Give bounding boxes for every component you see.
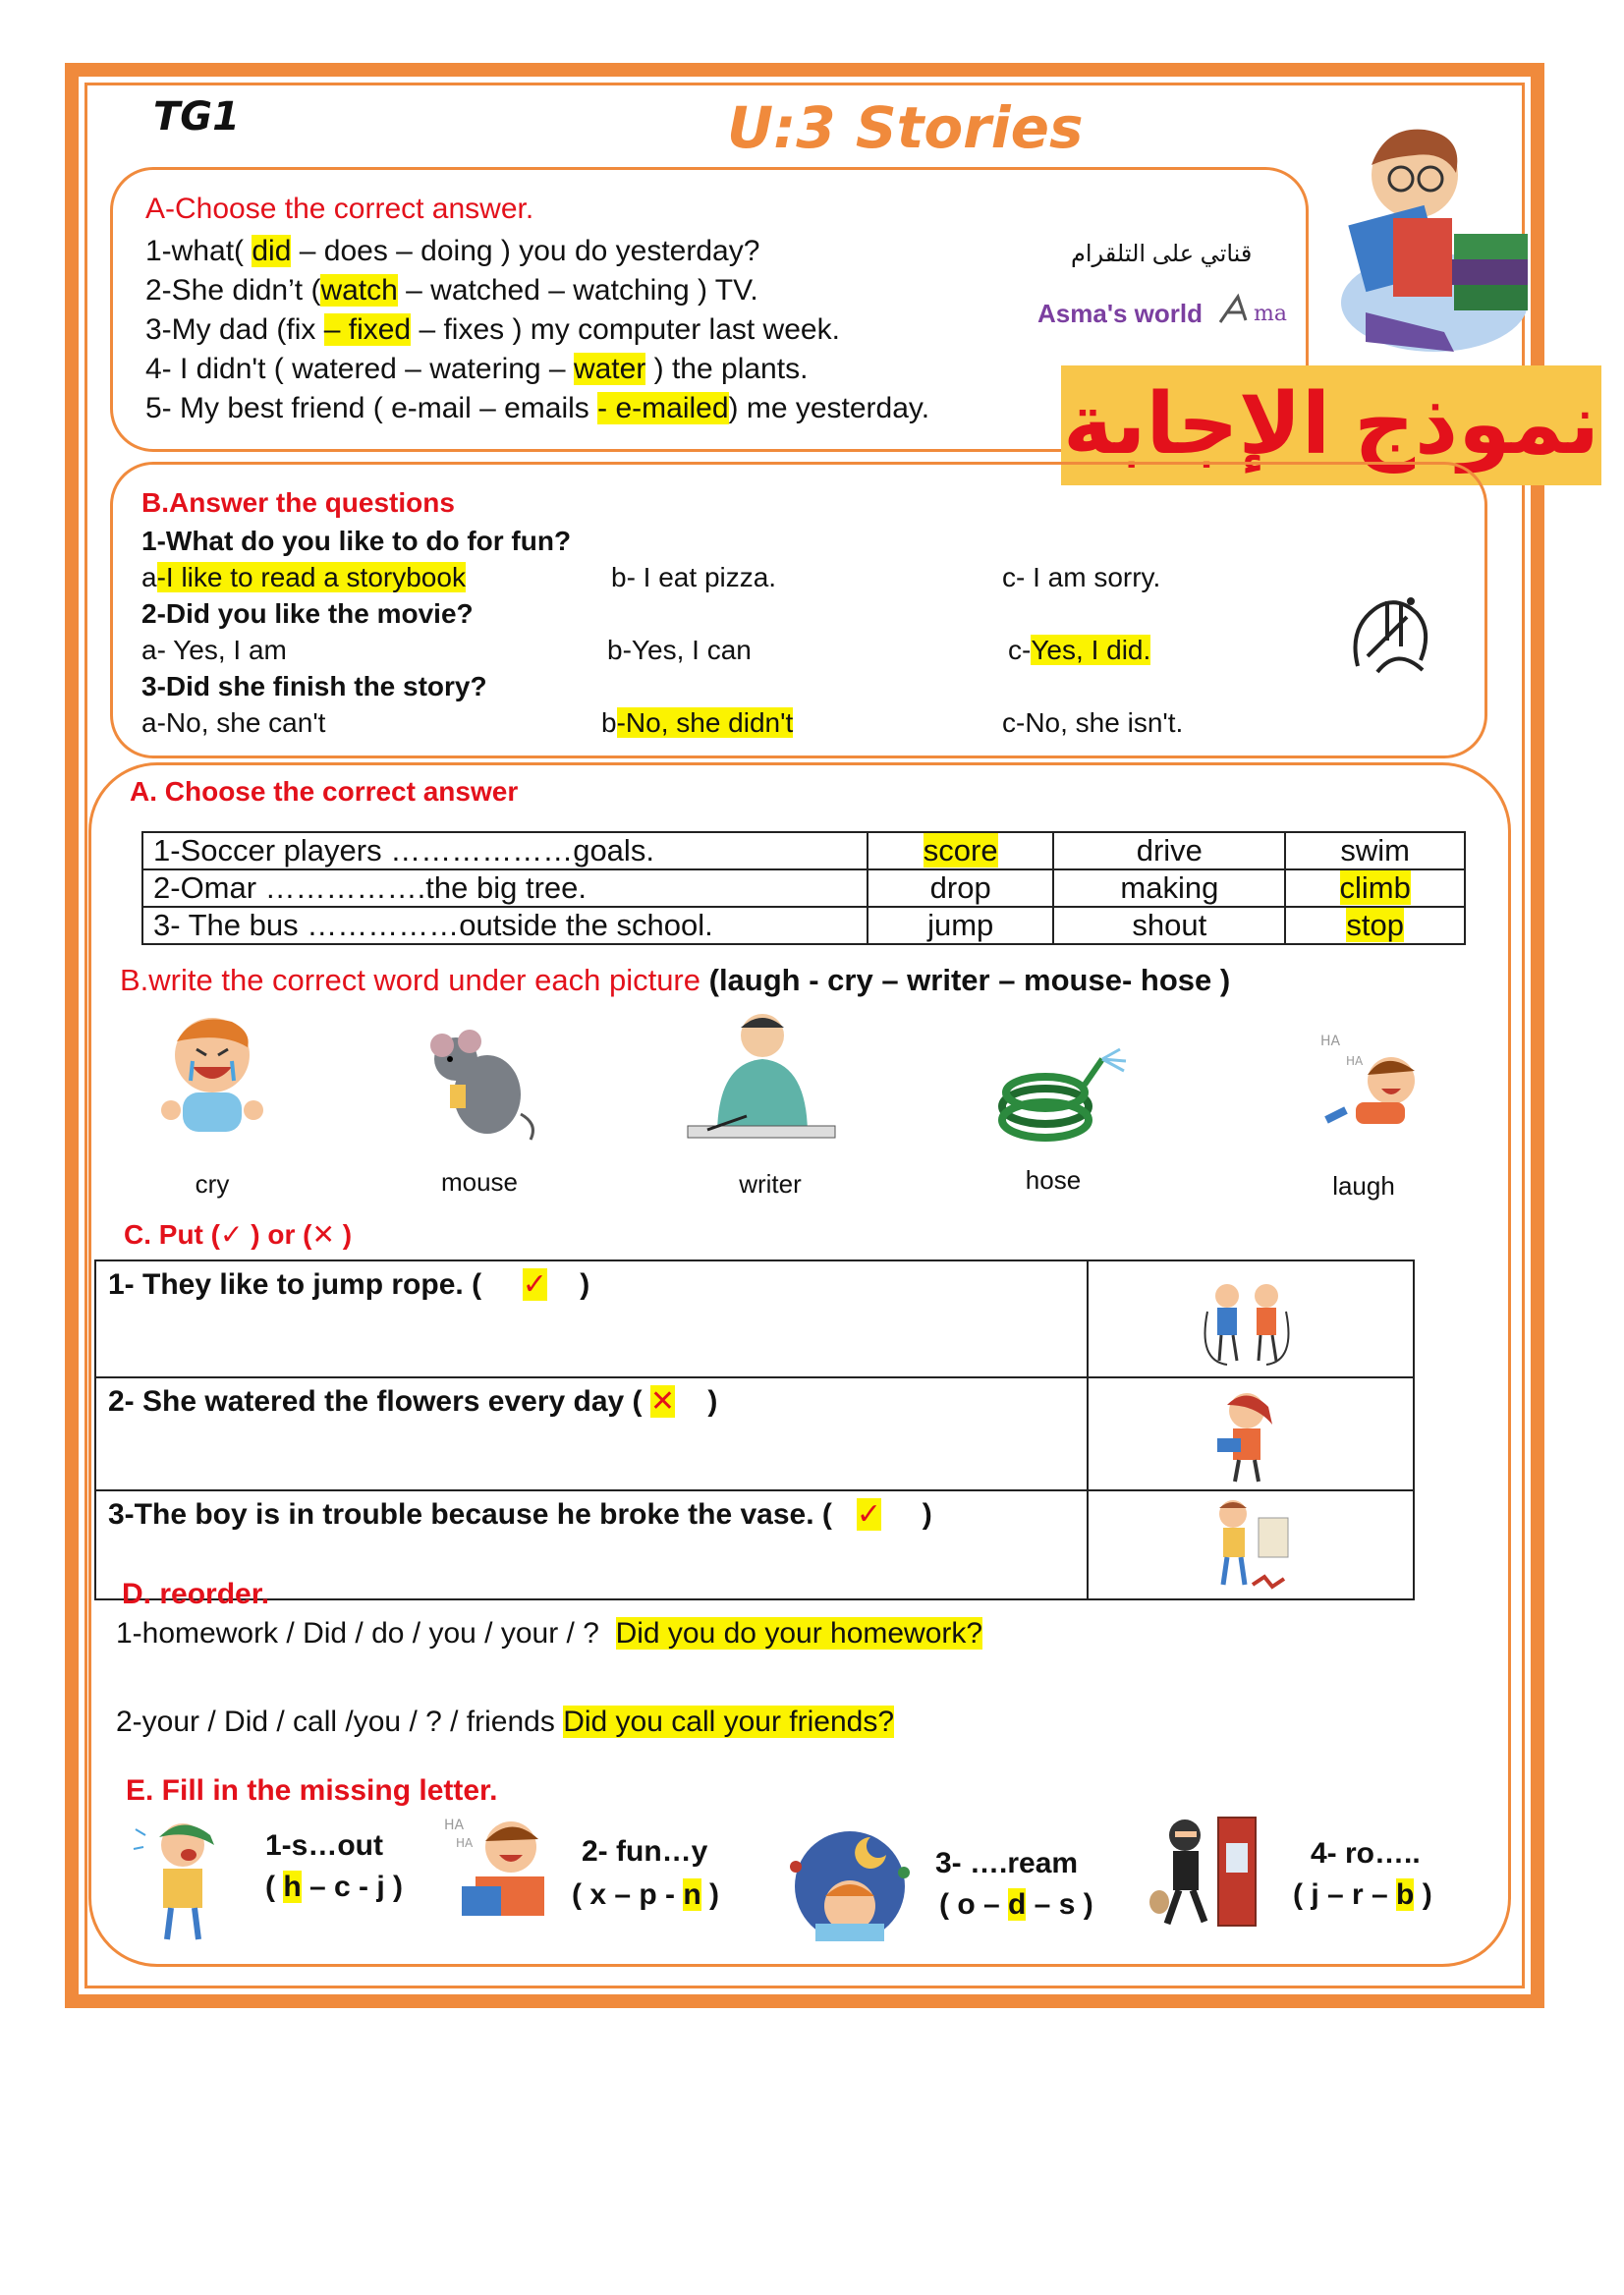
picture-label-mouse: mouse [440, 1167, 519, 1197]
picture-label-cry: cry [195, 1169, 230, 1199]
answer-highlight: n [683, 1878, 701, 1911]
question-text: 1-What do you like to do for fun? [141, 526, 572, 556]
text: 5- My best friend ( e-mail – emails [145, 392, 598, 424]
child-dreaming-picture [776, 1818, 924, 1945]
writer-picture [678, 1008, 845, 1146]
section-b-questions [141, 523, 1320, 741]
option-cell: making [1053, 869, 1285, 907]
picture-cell [1088, 1490, 1414, 1599]
answer-highlight: stop [1346, 908, 1404, 942]
section-b2-title: B.write the correct word under each picture [120, 963, 700, 997]
text: 4- I didn't ( watered – watering – [145, 353, 574, 385]
options-row [141, 559, 1320, 595]
option-b: b-Yes, I can [607, 635, 752, 665]
sentence-cell: 2-Omar …………….the big tree. [142, 869, 868, 907]
question-line [145, 350, 929, 389]
options-row [141, 704, 1320, 741]
boy-shouting-picture [134, 1816, 232, 1943]
text: ( o – [939, 1888, 1009, 1921]
statement-cell [95, 1260, 1088, 1377]
reorder-item-1 [116, 1617, 982, 1651]
text: ( x – p - [572, 1878, 684, 1911]
answer-key-stamp: نموذج الإجابة [1061, 365, 1601, 485]
table-row [95, 1260, 1414, 1377]
svg-text:HA: HA [1320, 1034, 1341, 1049]
text: ) [707, 1385, 718, 1418]
fill-item-2-word: 2- fun…y [582, 1835, 708, 1868]
text: – fixes ) my computer last week. [411, 313, 840, 346]
option-cell: drop [868, 869, 1053, 907]
text: 1- They like to jump rope. ( [108, 1268, 482, 1301]
fill-item-1-word: 1-s…out [265, 1829, 383, 1862]
text: ) [1414, 1878, 1432, 1911]
text: ) or ( [243, 1219, 312, 1250]
garden-hose-picture [992, 1036, 1130, 1153]
text: 2-She didn’t ( [145, 274, 321, 307]
check-icon: ✓ [522, 1268, 547, 1301]
answer-highlight: watch [320, 274, 398, 307]
statement-cell [95, 1377, 1088, 1490]
answer-highlight: water [573, 353, 646, 385]
text: a [141, 562, 157, 592]
word-bank: (laugh - cry – writer – mouse- hose ) [708, 963, 1231, 997]
text: ) [580, 1268, 590, 1301]
section-a-lines [145, 232, 929, 428]
cross-icon: ✕ [649, 1385, 676, 1418]
svg-text:ma: ma [1254, 302, 1287, 326]
table-row [142, 907, 1465, 944]
option-a: a- Yes, I am [141, 635, 287, 665]
text: 1-what( [145, 235, 252, 267]
answer-highlight: Did you do your homework? [615, 1617, 983, 1650]
fill-item-4-options [1293, 1878, 1432, 1912]
section-e-title: E. Fill in the missing letter. [126, 1774, 498, 1807]
answer-highlight: b [1396, 1878, 1415, 1911]
option-cell: swim [1285, 832, 1465, 869]
section-b2-heading [120, 963, 1230, 998]
text: ) [922, 1498, 932, 1531]
option-c: c-No, she isn't. [1002, 707, 1184, 738]
question-line [145, 310, 929, 350]
svg-text:HA: HA [1346, 1054, 1364, 1068]
option-cell: shout [1053, 907, 1285, 944]
answer-highlight: – fixed [323, 313, 412, 346]
text: ) [700, 1878, 720, 1911]
choose-word-table [141, 831, 1466, 945]
worksheet-code: TG1 [153, 94, 240, 140]
fill-item-2-options [572, 1878, 719, 1912]
text: 3-My dad (fix [145, 313, 324, 346]
section-a2-title: A. Choose the correct answer [130, 776, 519, 807]
text: 3-The boy is in trouble because he broke the vase. ( [108, 1498, 832, 1531]
crying-baby-picture [153, 1012, 271, 1140]
text: – watched – watching ) TV. [397, 274, 758, 307]
question-line [145, 271, 929, 310]
picture-label-writer: writer [739, 1169, 802, 1199]
svg-text:HA: HA [444, 1818, 465, 1833]
section-b-title: B.Answer the questions [141, 487, 455, 518]
laughing-child-picture [1316, 1022, 1434, 1140]
option-a [141, 559, 466, 595]
table-row [95, 1490, 1414, 1599]
answer-highlight: did [252, 235, 292, 267]
options-row [141, 632, 1320, 668]
text: – does – doing ) you do yesterday? [291, 235, 760, 267]
option-cell [1285, 869, 1465, 907]
table-row [95, 1377, 1414, 1490]
picture-label-laugh: laugh [1332, 1171, 1395, 1201]
answer-highlight: climb [1339, 870, 1411, 905]
text: b [601, 707, 617, 738]
picture-label-hose: hose [1025, 1165, 1082, 1195]
text: c- [1008, 635, 1032, 665]
fill-item-4-word: 4- ro….. [1311, 1837, 1421, 1870]
question-line [145, 389, 929, 428]
option-c [1008, 632, 1150, 668]
section-c-title [124, 1218, 352, 1251]
svg-text:HA: HA [456, 1836, 474, 1850]
brand-name: Asma's world [1037, 299, 1204, 328]
fill-item-3-word: 3- ….ream [935, 1847, 1079, 1879]
answer-highlight: -No, she didn't [616, 707, 794, 738]
children-jump-rope-picture [1198, 1272, 1296, 1371]
option-cell [1285, 907, 1465, 944]
answer-highlight: -I like to read a storybook [156, 562, 466, 592]
question-text: 2-Did you like the movie? [141, 598, 474, 629]
reorder-prompt: 2-your / Did / call /you / ? / friends [116, 1706, 555, 1738]
option-cell: jump [868, 907, 1053, 944]
picture-cell [1088, 1260, 1414, 1377]
answer-highlight: - e-mailed [597, 392, 729, 424]
girl-reading-picture [1198, 1385, 1296, 1483]
page-title: U:3 Stories [727, 94, 1084, 161]
answer-highlight: h [283, 1871, 302, 1903]
section-d-title: D. reorder. [122, 1578, 270, 1610]
text: ( [265, 1871, 284, 1903]
boy-broken-vase-picture [1194, 1494, 1302, 1593]
picture-cell [1088, 1377, 1414, 1490]
check-icon: ✓ [856, 1498, 882, 1531]
sentence-cell: 1-Soccer players ………………goals. [142, 832, 868, 869]
answer-highlight: Yes, I did. [1031, 635, 1151, 665]
answer-highlight: score [923, 833, 998, 868]
option-a: a-No, she can't [141, 707, 326, 738]
arabic-calligraphy-emblem [1338, 588, 1440, 686]
section-a-title: A-Choose the correct answer. [145, 193, 534, 225]
option-cell: drive [1053, 832, 1285, 869]
mouse-picture [413, 1026, 540, 1144]
text: ) [334, 1219, 353, 1250]
boy-reading-illustration [1307, 116, 1533, 362]
option-b [601, 704, 793, 741]
brand-arabic: قناتي على التلقرام [1071, 241, 1253, 267]
text: ) me yesterday. [728, 392, 930, 424]
true-false-table [94, 1259, 1415, 1600]
text: ( j – r – [1293, 1878, 1397, 1911]
fill-item-3-options [939, 1888, 1093, 1922]
question-text: 3-Did she finish the story? [141, 671, 487, 701]
sentence-cell: 3- The bus ……………outside the school. [142, 907, 868, 944]
text: – c - j ) [301, 1871, 404, 1903]
text: – s ) [1026, 1888, 1093, 1921]
check-icon: ✓ [220, 1219, 244, 1250]
reorder-prompt: 1-homework / Did / do / you / your / ? [116, 1617, 599, 1650]
robber-picture [1149, 1814, 1258, 1935]
question-line [145, 232, 929, 271]
option-cell [868, 832, 1053, 869]
answer-highlight: d [1008, 1888, 1027, 1921]
table-row [142, 869, 1465, 907]
option-b: b- I eat pizza. [611, 562, 777, 592]
table-row [142, 832, 1465, 869]
cross-icon: ✕ [311, 1219, 335, 1250]
fill-item-1-options [265, 1871, 403, 1904]
boy-laughing-reading-picture [442, 1808, 560, 1935]
option-c: c- I am sorry. [1002, 562, 1161, 592]
reorder-item-2 [116, 1706, 894, 1739]
answer-highlight: Did you call your friends? [563, 1706, 895, 1738]
text: C. Put ( [124, 1219, 220, 1250]
text: 2- She watered the flowers every day ( [108, 1385, 643, 1418]
text: ) the plants. [645, 353, 809, 385]
